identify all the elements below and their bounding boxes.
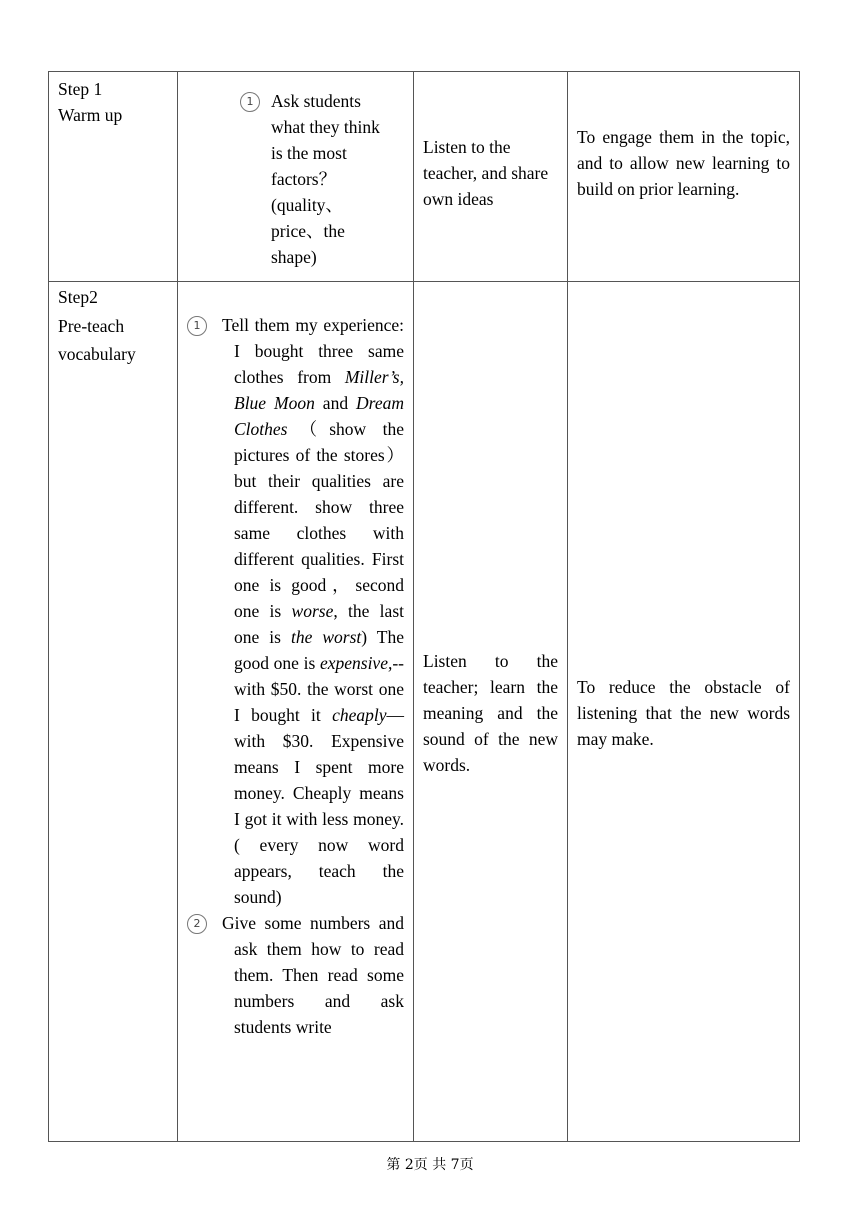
table-row xyxy=(49,282,800,1142)
step-number: Step2 xyxy=(58,287,98,307)
step-cell xyxy=(49,72,178,282)
step-title-line2: vocabulary xyxy=(58,344,136,364)
circled-number-marker: 2 xyxy=(187,914,207,934)
step-cell xyxy=(49,282,178,1142)
activity-text: Give some numbers and ask them how to read them. Then read some numbers and ask students write xyxy=(222,913,404,1037)
teacher-activity-cell xyxy=(178,282,414,1142)
list-item xyxy=(178,910,413,1040)
purpose-cell xyxy=(568,282,800,1142)
step-title: Warm up xyxy=(58,105,123,125)
lesson-plan-table xyxy=(48,71,800,1142)
step-title: Pre-teach xyxy=(58,315,125,336)
teacher-activity-cell xyxy=(178,72,414,282)
purpose-text: To engage them in the topic, and to allow new learning to build on prior learning. xyxy=(577,126,790,199)
activity-text: Ask students what they think is the most factors？(quality、price、the shape) xyxy=(271,91,380,267)
purpose-text: To reduce the obstacle of listening that the new words may make. xyxy=(577,677,790,749)
student-activity-cell xyxy=(414,72,568,282)
page-number-footer: 第 2页 共 7页 xyxy=(386,1157,474,1173)
list-item xyxy=(178,282,413,910)
circled-number-marker: 1 xyxy=(187,316,207,336)
circled-number-marker: 1 xyxy=(240,92,260,112)
step-number: Step 1 xyxy=(58,79,103,99)
list-item xyxy=(178,72,413,270)
student-activity-cell xyxy=(414,282,568,1142)
student-activity-text: Listen to the teacher, and share own ideas xyxy=(423,136,549,209)
activity-text: Tell them my experience: I bought three same clothes from Miller’s, Blue Moon and Dream Clothes（show the pictures of the stores） but their qualities are different. show three same clothes with different qualities. First one is good，second one is worse, the last one is the worst) The good one is expensive,--with $50. the worst one I bought it cheaply—with $30. Expensive means I spent more money. Cheaply means I got it with less money.( every now word appears, teach the sound) xyxy=(222,315,404,907)
table-row xyxy=(49,72,800,282)
purpose-cell xyxy=(568,72,800,282)
student-activity-text: Listen to the teacher; learn the meaning and the sound of the new words. xyxy=(423,651,558,775)
